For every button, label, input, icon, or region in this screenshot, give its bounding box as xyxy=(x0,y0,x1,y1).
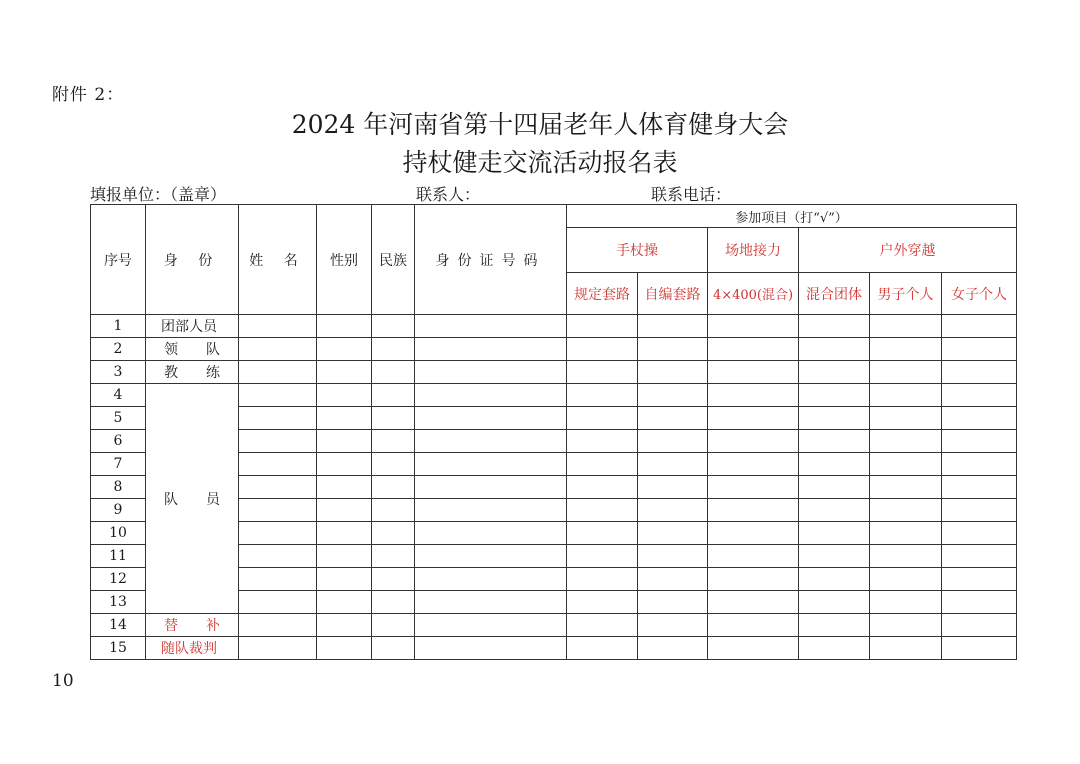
entry-cell[interactable] xyxy=(239,338,317,361)
role-leader xyxy=(146,338,239,361)
sub-self-routine: 自编套路 xyxy=(638,273,708,315)
entry-cell[interactable] xyxy=(942,568,1017,591)
entry-cell[interactable] xyxy=(708,568,799,591)
registration-table xyxy=(90,204,1017,660)
entry-cell[interactable] xyxy=(708,591,799,614)
entry-cell[interactable] xyxy=(638,407,708,430)
entry-cell[interactable] xyxy=(870,430,942,453)
entry-cell[interactable] xyxy=(708,637,799,660)
entry-cell[interactable] xyxy=(870,637,942,660)
row-number: 4 xyxy=(91,384,146,407)
group-field-relay: 场地接力 xyxy=(708,228,799,273)
entry-cell[interactable] xyxy=(638,384,708,407)
entry-cell[interactable] xyxy=(708,384,799,407)
entry-cell[interactable] xyxy=(799,476,870,499)
entry-cell[interactable] xyxy=(638,338,708,361)
role-member xyxy=(146,384,239,614)
entry-cell[interactable] xyxy=(415,591,567,614)
role-referee: 随队裁判 xyxy=(146,637,239,660)
entry-cell[interactable] xyxy=(415,545,567,568)
entry-cell[interactable] xyxy=(567,361,638,384)
row-number: 7 xyxy=(91,453,146,476)
sub-relay-4x400: 4×400(混合) xyxy=(708,273,799,315)
entry-cell[interactable] xyxy=(372,568,415,591)
entry-cell[interactable] xyxy=(638,453,708,476)
entry-cell[interactable] xyxy=(415,476,567,499)
entry-cell[interactable] xyxy=(942,476,1017,499)
entry-cell[interactable] xyxy=(317,338,372,361)
entry-cell[interactable] xyxy=(567,591,638,614)
entry-cell[interactable] xyxy=(638,361,708,384)
entry-cell[interactable] xyxy=(567,499,638,522)
entry-cell[interactable] xyxy=(415,407,567,430)
entry-cell[interactable] xyxy=(239,568,317,591)
entry-cell[interactable] xyxy=(799,545,870,568)
entry-cell[interactable] xyxy=(372,522,415,545)
entry-cell[interactable] xyxy=(317,591,372,614)
entry-cell[interactable] xyxy=(799,614,870,637)
entry-cell[interactable] xyxy=(372,476,415,499)
entry-cell[interactable] xyxy=(415,430,567,453)
entry-cell[interactable] xyxy=(942,499,1017,522)
entry-cell[interactable] xyxy=(870,545,942,568)
entry-cell[interactable] xyxy=(567,384,638,407)
entry-cell[interactable] xyxy=(415,499,567,522)
page-number: 10 xyxy=(52,671,74,691)
role-coach-char1: 教 xyxy=(164,365,178,381)
entry-cell[interactable] xyxy=(239,361,317,384)
entry-cell[interactable] xyxy=(708,614,799,637)
entry-cell[interactable] xyxy=(567,637,638,660)
entry-cell[interactable] xyxy=(799,430,870,453)
entry-cell[interactable] xyxy=(799,315,870,338)
role-substitute xyxy=(146,614,239,637)
entry-cell[interactable] xyxy=(942,522,1017,545)
entry-cell[interactable] xyxy=(372,384,415,407)
header-gender: 性别 xyxy=(317,205,372,315)
entry-cell[interactable] xyxy=(372,614,415,637)
contact-person-label: 联系人： xyxy=(416,185,481,204)
entry-cell[interactable] xyxy=(239,591,317,614)
entry-cell[interactable] xyxy=(317,637,372,660)
entry-cell[interactable] xyxy=(317,453,372,476)
entry-cell[interactable] xyxy=(372,315,415,338)
entry-cell[interactable] xyxy=(415,568,567,591)
group-cane-exercise: 手杖操 xyxy=(567,228,708,273)
entry-cell[interactable] xyxy=(708,407,799,430)
role-substitute-char2: 补 xyxy=(206,618,220,634)
reporting-unit-label: 填报单位：（盖章） xyxy=(90,185,227,204)
row-number: 6 xyxy=(91,430,146,453)
header-name: 姓 名 xyxy=(239,205,317,315)
entry-cell[interactable] xyxy=(372,338,415,361)
entry-cell[interactable] xyxy=(317,476,372,499)
entry-cell[interactable] xyxy=(372,430,415,453)
entry-cell[interactable] xyxy=(799,637,870,660)
entry-cell[interactable] xyxy=(638,315,708,338)
header-seq: 序号 xyxy=(91,205,146,315)
entry-cell[interactable] xyxy=(799,407,870,430)
entry-cell[interactable] xyxy=(317,614,372,637)
entry-cell[interactable] xyxy=(239,476,317,499)
form-title-line1: 2024 年河南省第十四届老年人体育健身大会 xyxy=(291,110,789,139)
entry-cell[interactable] xyxy=(799,384,870,407)
entry-cell[interactable] xyxy=(708,545,799,568)
group-outdoor-trek: 户外穿越 xyxy=(799,228,1017,273)
entry-cell[interactable] xyxy=(317,430,372,453)
role-leader-char2: 队 xyxy=(206,342,220,358)
header-events: 参加项目（打“√”） xyxy=(567,205,1017,228)
role-leader-char1: 领 xyxy=(164,342,178,358)
entry-cell[interactable] xyxy=(638,568,708,591)
entry-cell[interactable] xyxy=(942,637,1017,660)
entry-cell[interactable] xyxy=(942,407,1017,430)
row-number: 1 xyxy=(91,315,146,338)
entry-cell[interactable] xyxy=(372,453,415,476)
entry-cell[interactable] xyxy=(870,361,942,384)
entry-cell[interactable] xyxy=(239,407,317,430)
entry-cell[interactable] xyxy=(942,338,1017,361)
entry-cell[interactable] xyxy=(317,407,372,430)
header-ethnicity: 民族 xyxy=(372,205,415,315)
entry-cell[interactable] xyxy=(870,614,942,637)
entry-cell[interactable] xyxy=(372,361,415,384)
entry-cell[interactable] xyxy=(415,614,567,637)
header-identity: 身 份 xyxy=(146,205,239,315)
entry-cell[interactable] xyxy=(372,407,415,430)
entry-cell[interactable] xyxy=(708,453,799,476)
row-number: 3 xyxy=(91,361,146,384)
entry-cell[interactable] xyxy=(799,591,870,614)
entry-cell[interactable] xyxy=(415,315,567,338)
role-coach xyxy=(146,361,239,384)
entry-cell[interactable] xyxy=(870,338,942,361)
entry-cell[interactable] xyxy=(708,430,799,453)
entry-cell[interactable] xyxy=(415,637,567,660)
entry-cell[interactable] xyxy=(567,522,638,545)
entry-cell[interactable] xyxy=(372,637,415,660)
entry-cell[interactable] xyxy=(317,568,372,591)
entry-cell[interactable] xyxy=(942,453,1017,476)
row-number: 12 xyxy=(91,568,146,591)
row-number: 11 xyxy=(91,545,146,568)
entry-cell[interactable] xyxy=(567,407,638,430)
attachment-label: 附件 2： xyxy=(52,85,125,105)
entry-cell[interactable] xyxy=(942,545,1017,568)
entry-cell[interactable] xyxy=(870,568,942,591)
entry-cell[interactable] xyxy=(942,614,1017,637)
entry-cell[interactable] xyxy=(708,315,799,338)
role-member-char2: 员 xyxy=(206,491,220,508)
entry-cell[interactable] xyxy=(708,476,799,499)
entry-cell[interactable] xyxy=(239,315,317,338)
entry-cell[interactable] xyxy=(870,499,942,522)
row-number: 10 xyxy=(91,522,146,545)
entry-cell[interactable] xyxy=(317,384,372,407)
form-title-line2: 持杖健走交流活动报名表 xyxy=(402,148,678,177)
entry-cell[interactable] xyxy=(239,430,317,453)
entry-cell[interactable] xyxy=(870,591,942,614)
header-id-number: 身份证号码 xyxy=(415,205,567,315)
entry-cell[interactable] xyxy=(708,361,799,384)
entry-cell[interactable] xyxy=(415,361,567,384)
entry-cell[interactable] xyxy=(799,361,870,384)
contact-phone-label: 联系电话： xyxy=(651,185,732,204)
entry-cell[interactable] xyxy=(799,522,870,545)
sub-women-individual: 女子个人 xyxy=(942,273,1017,315)
entry-cell[interactable] xyxy=(870,476,942,499)
entry-cell[interactable] xyxy=(708,338,799,361)
entry-cell[interactable] xyxy=(567,568,638,591)
row-number: 14 xyxy=(91,614,146,637)
entry-cell[interactable] xyxy=(372,591,415,614)
entry-cell[interactable] xyxy=(415,453,567,476)
entry-cell[interactable] xyxy=(317,315,372,338)
entry-cell[interactable] xyxy=(638,499,708,522)
row-number: 8 xyxy=(91,476,146,499)
entry-cell[interactable] xyxy=(317,545,372,568)
entry-cell[interactable] xyxy=(708,499,799,522)
entry-cell[interactable] xyxy=(942,430,1017,453)
role-coach-char2: 练 xyxy=(206,365,220,381)
entry-cell[interactable] xyxy=(799,568,870,591)
entry-cell[interactable] xyxy=(708,522,799,545)
entry-cell[interactable] xyxy=(870,315,942,338)
entry-cell[interactable] xyxy=(239,384,317,407)
entry-cell[interactable] xyxy=(638,476,708,499)
entry-cell[interactable] xyxy=(567,338,638,361)
row-number: 5 xyxy=(91,407,146,430)
row-number: 15 xyxy=(91,637,146,660)
entry-cell[interactable] xyxy=(942,384,1017,407)
entry-cell[interactable] xyxy=(638,614,708,637)
entry-cell[interactable] xyxy=(799,453,870,476)
entry-cell[interactable] xyxy=(870,407,942,430)
entry-cell[interactable] xyxy=(638,545,708,568)
entry-cell[interactable] xyxy=(317,522,372,545)
entry-cell[interactable] xyxy=(870,453,942,476)
entry-cell[interactable] xyxy=(415,522,567,545)
entry-cell[interactable] xyxy=(567,476,638,499)
row-number: 2 xyxy=(91,338,146,361)
entry-cell[interactable] xyxy=(567,430,638,453)
entry-cell[interactable] xyxy=(567,315,638,338)
entry-cell[interactable] xyxy=(567,614,638,637)
entry-cell[interactable] xyxy=(942,361,1017,384)
entry-cell[interactable] xyxy=(638,522,708,545)
entry-cell[interactable] xyxy=(799,499,870,522)
entry-cell[interactable] xyxy=(317,499,372,522)
entry-cell[interactable] xyxy=(317,361,372,384)
entry-cell[interactable] xyxy=(239,499,317,522)
entry-cell[interactable] xyxy=(638,591,708,614)
entry-cell[interactable] xyxy=(942,591,1017,614)
entry-cell[interactable] xyxy=(239,614,317,637)
sub-fixed-routine: 规定套路 xyxy=(567,273,638,315)
sub-men-individual: 男子个人 xyxy=(870,273,942,315)
entry-cell[interactable] xyxy=(372,545,415,568)
entry-cell[interactable] xyxy=(870,522,942,545)
entry-cell[interactable] xyxy=(239,545,317,568)
row-number: 9 xyxy=(91,499,146,522)
entry-cell[interactable] xyxy=(567,545,638,568)
sub-mixed-team: 混合团体 xyxy=(799,273,870,315)
entry-cell[interactable] xyxy=(415,338,567,361)
entry-cell[interactable] xyxy=(239,522,317,545)
entry-cell[interactable] xyxy=(638,637,708,660)
entry-cell[interactable] xyxy=(942,315,1017,338)
entry-cell[interactable] xyxy=(372,499,415,522)
role-substitute-char1: 替 xyxy=(164,618,178,634)
entry-cell[interactable] xyxy=(415,384,567,407)
entry-cell[interactable] xyxy=(239,637,317,660)
role-delegation: 团部人员 xyxy=(146,315,239,338)
entry-cell[interactable] xyxy=(870,384,942,407)
role-member-char1: 队 xyxy=(164,491,178,508)
entry-cell[interactable] xyxy=(638,430,708,453)
entry-cell[interactable] xyxy=(567,453,638,476)
row-number: 13 xyxy=(91,591,146,614)
entry-cell[interactable] xyxy=(239,453,317,476)
entry-cell[interactable] xyxy=(799,338,870,361)
